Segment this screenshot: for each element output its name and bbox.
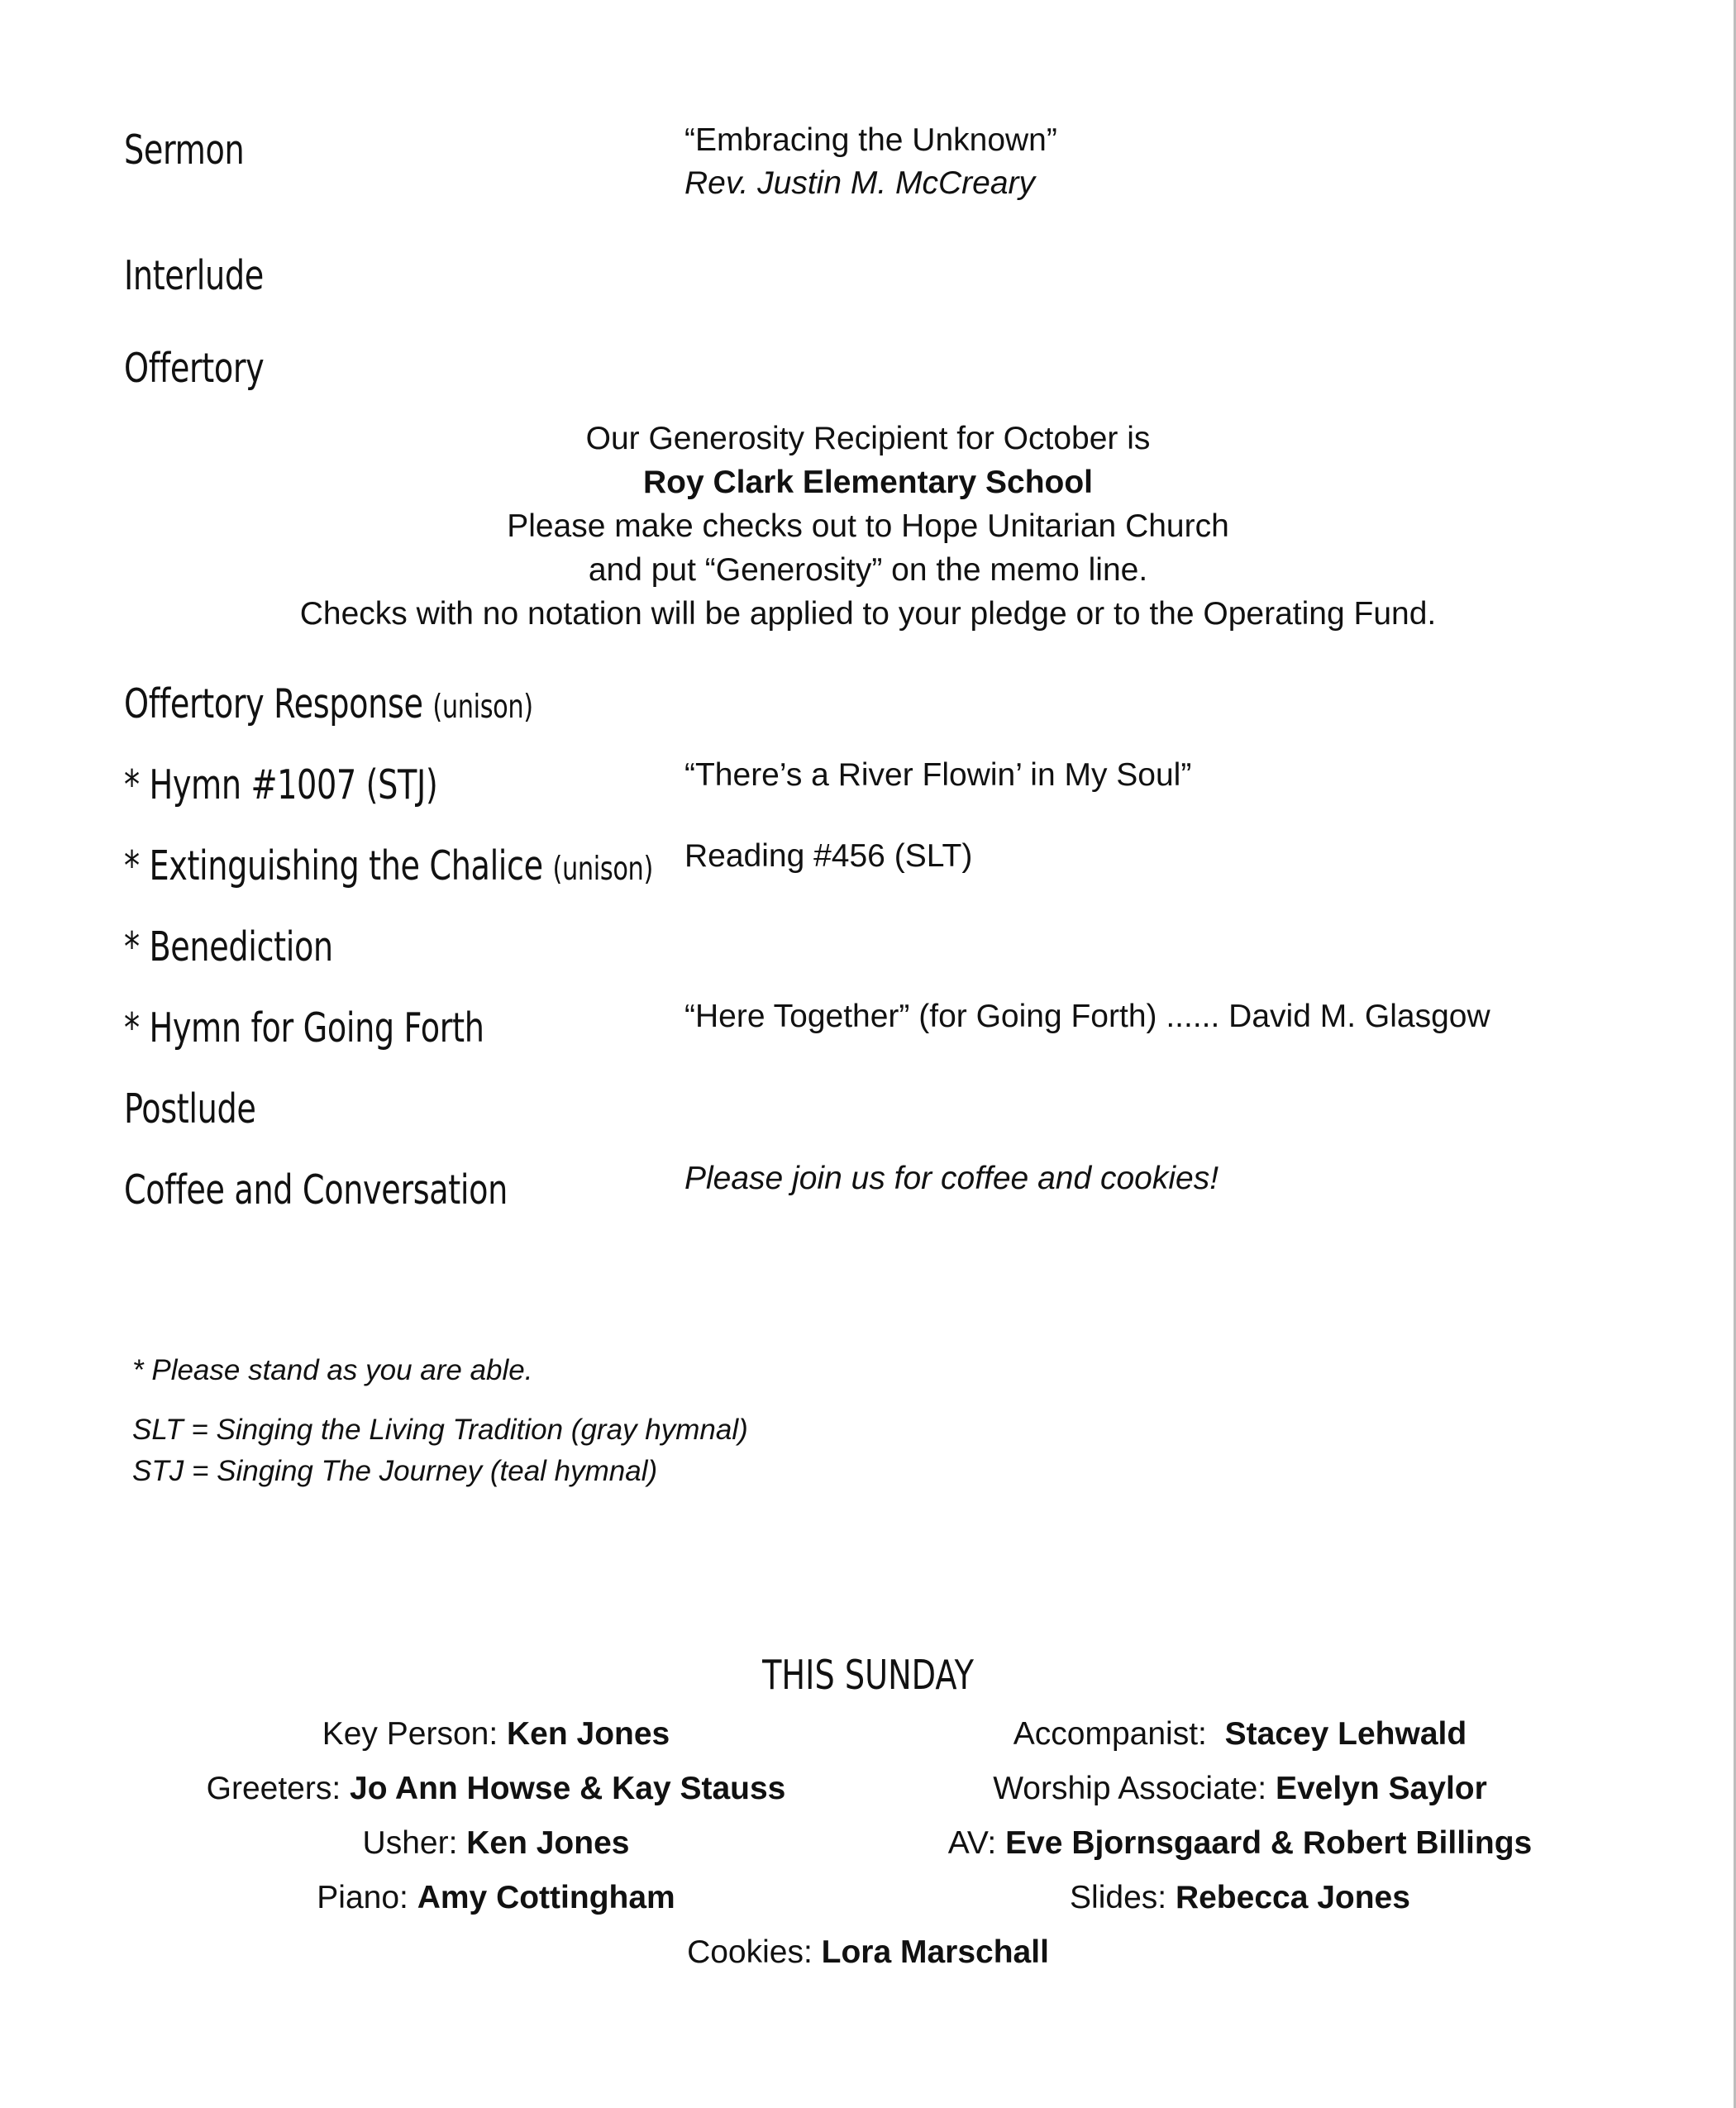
generosity-line-5: Checks with no notation will be applied to your pledge or to the Operating Fund. xyxy=(299,596,1437,632)
crew-key-person: Key Person: Ken Jones xyxy=(322,1716,670,1752)
offertory-response-note: (unison) xyxy=(432,689,533,726)
extinguishing-note: (unison) xyxy=(552,851,653,888)
coffee-invitation: Please join us for coffee and cookies! xyxy=(684,1161,1219,1196)
crew-greeters: Greeters: Jo Ann Howse & Kay Stauss xyxy=(206,1771,786,1806)
footnote-slt: SLT = Singing the Living Tradition (gray hymnal) xyxy=(132,1414,748,1446)
heading-offertory: Offertory xyxy=(124,345,265,392)
crew-cookies: Cookies: Lora Marschall xyxy=(687,1934,1049,1970)
heading-offertory-response xyxy=(124,680,533,732)
sermon-preacher: Rev. Justin M. McCreary xyxy=(684,165,1036,201)
heading-hymn-1007: * Hymn #1007 (STJ) xyxy=(124,761,438,808)
crew-worship-associate: Worship Associate: Evelyn Saylor xyxy=(993,1771,1487,1806)
crew-usher: Usher: Ken Jones xyxy=(362,1825,630,1861)
heading-interlude: Interlude xyxy=(124,252,264,299)
generosity-line-4: and put “Generosity” on the memo line. xyxy=(588,552,1148,588)
heading-postlude: Postlude xyxy=(124,1085,256,1133)
offertory-response-label: Offertory Response xyxy=(124,680,423,727)
sermon-title: “Embracing the Unknown” xyxy=(684,122,1057,158)
hymn-going-forth-title: “Here Together” (for Going Forth) ...... David M. Glasgow xyxy=(684,999,1490,1034)
crew-av: AV: Eve Bjornsgaard & Robert Billings xyxy=(947,1825,1533,1861)
crew-piano: Piano: Amy Cottingham xyxy=(317,1880,675,1915)
generosity-recipient: Roy Clark Elementary School xyxy=(642,465,1094,500)
heading-hymn-going-forth: * Hymn for Going Forth xyxy=(124,1004,484,1052)
heading-sermon: Sermon xyxy=(124,126,245,174)
heading-benediction: * Benediction xyxy=(124,923,333,971)
crew-slides: Slides: Rebecca Jones xyxy=(1070,1880,1410,1915)
heading-extinguishing-chalice xyxy=(124,842,653,894)
this-sunday-title: THIS SUNDAY xyxy=(762,1652,974,1699)
footnote-stj: STJ = Singing The Journey (teal hymnal) xyxy=(132,1455,658,1487)
heading-coffee: Coffee and Conversation xyxy=(124,1166,508,1214)
generosity-line-3: Please make checks out to Hope Unitarian Church xyxy=(507,508,1229,544)
footnote-stand: * Please stand as you are able. xyxy=(132,1354,533,1386)
extinguishing-reading: Reading #456 (SLT) xyxy=(684,838,973,874)
extinguishing-label: * Extinguishing the Chalice xyxy=(124,842,543,889)
hymn-1007-title: “There’s a River Flowin’ in My Soul” xyxy=(684,757,1192,793)
generosity-line-1: Our Generosity Recipient for October is xyxy=(585,421,1151,456)
generosity-block xyxy=(0,417,1736,636)
crew-accompanist: Accompanist: Stacey Lehwald xyxy=(1013,1716,1467,1752)
